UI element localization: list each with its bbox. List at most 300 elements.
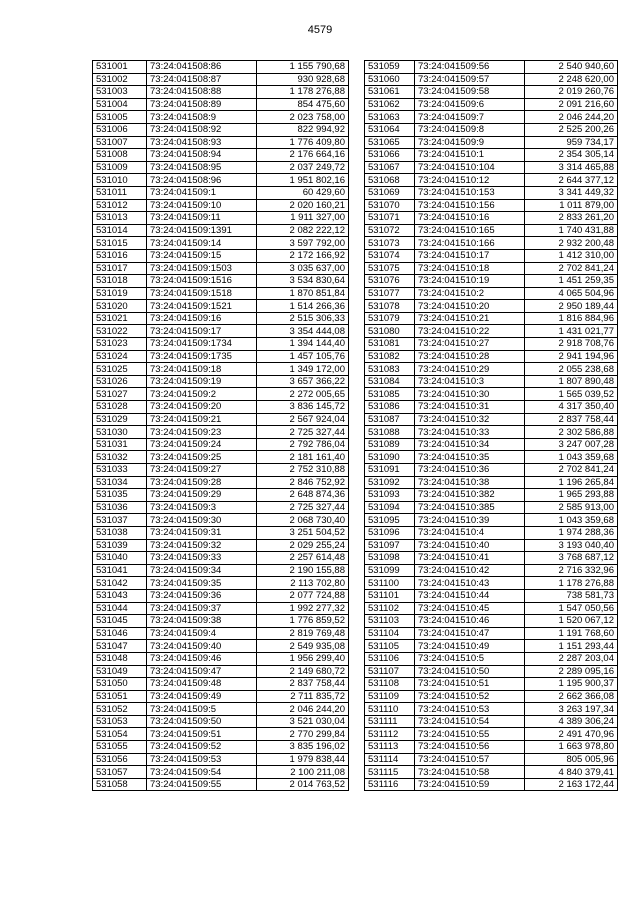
value-cell: 1 965 293,88 (525, 489, 618, 502)
cadastral-number-cell: 73:24:041510:20 (415, 300, 525, 313)
value-cell: 2 702 841,24 (525, 464, 618, 477)
value-cell: 2 046 244,20 (525, 111, 618, 124)
cadastral-number-cell: 73:24:041510:42 (415, 564, 525, 577)
value-cell: 2 272 005,65 (257, 388, 349, 401)
table-row (365, 476, 618, 489)
value-cell: 2 248 620,00 (525, 73, 618, 86)
cadastral-number-cell: 73:24:041509:5 (147, 703, 257, 716)
value-cell: 2 585 913,00 (525, 501, 618, 514)
table-row (93, 501, 349, 514)
cadastral-number-cell: 73:24:041510:40 (415, 539, 525, 552)
table-row (93, 589, 349, 602)
table-row (93, 199, 349, 212)
value-cell: 2 716 332,96 (525, 564, 618, 577)
value-cell: 854 475,60 (257, 98, 349, 111)
cadastral-number-cell: 73:24:041510:58 (415, 766, 525, 779)
table-row (365, 715, 618, 728)
value-cell: 1 956 299,40 (257, 652, 349, 665)
cadastral-number-cell: 73:24:041510:55 (415, 728, 525, 741)
value-cell: 2 181 161,40 (257, 451, 349, 464)
table-row (365, 287, 618, 300)
table-row (365, 363, 618, 376)
table-row (93, 363, 349, 376)
value-cell: 2 644 377,12 (525, 174, 618, 187)
value-cell: 2 846 752,92 (257, 476, 349, 489)
row-number-cell: 531030 (93, 426, 147, 439)
value-cell: 2 725 327,44 (257, 501, 349, 514)
cadastral-number-cell: 73:24:041509:23 (147, 426, 257, 439)
value-cell: 1 520 067,12 (525, 615, 618, 628)
row-number-cell: 531061 (365, 86, 415, 99)
value-cell: 3 534 830,64 (257, 275, 349, 288)
value-cell: 3 263 197,34 (525, 703, 618, 716)
row-number-cell: 531062 (365, 98, 415, 111)
value-cell: 3 597 792,00 (257, 237, 349, 250)
row-number-cell: 531087 (365, 413, 415, 426)
table-row (365, 678, 618, 691)
cadastral-number-cell: 73:24:041509:58 (415, 86, 525, 99)
cadastral-number-cell: 73:24:041510:31 (415, 401, 525, 414)
row-number-cell: 531010 (93, 174, 147, 187)
row-number-cell: 531073 (365, 237, 415, 250)
row-number-cell: 531067 (365, 161, 415, 174)
table-row (365, 577, 618, 590)
row-number-cell: 531081 (365, 338, 415, 351)
cadastral-number-cell: 73:24:041509:34 (147, 564, 257, 577)
table-row (365, 61, 618, 74)
table-row (93, 287, 349, 300)
row-number-cell: 531064 (365, 123, 415, 136)
table-row (93, 325, 349, 338)
table-row (93, 464, 349, 477)
value-cell: 2 837 758,44 (525, 413, 618, 426)
table-row (365, 526, 618, 539)
cadastral-number-cell: 73:24:041509:6 (415, 98, 525, 111)
cadastral-number-cell: 73:24:041510:104 (415, 161, 525, 174)
row-number-cell: 531016 (93, 249, 147, 262)
table-row (93, 224, 349, 237)
value-cell: 2 190 155,88 (257, 564, 349, 577)
value-cell: 2 100 211,08 (257, 766, 349, 779)
cadastral-number-cell: 73:24:041509:53 (147, 753, 257, 766)
table-row (365, 703, 618, 716)
cadastral-number-cell: 73:24:041509:1735 (147, 350, 257, 363)
table-row (93, 640, 349, 653)
table-row (93, 741, 349, 754)
table-row (365, 564, 618, 577)
value-cell: 2 515 306,33 (257, 312, 349, 325)
table-row (365, 237, 618, 250)
table-row (365, 73, 618, 86)
row-number-cell: 531004 (93, 98, 147, 111)
row-number-cell: 531069 (365, 186, 415, 199)
cadastral-number-cell: 73:24:041510:153 (415, 186, 525, 199)
value-cell: 2 091 216,60 (525, 98, 618, 111)
value-cell: 1 816 884,96 (525, 312, 618, 325)
value-cell: 1 412 310,00 (525, 249, 618, 262)
table-row (93, 149, 349, 162)
table-row (93, 577, 349, 590)
row-number-cell: 531024 (93, 350, 147, 363)
table-row (93, 375, 349, 388)
value-cell: 1 191 768,60 (525, 627, 618, 640)
cadastral-number-cell: 73:24:041509:24 (147, 438, 257, 451)
table-row (93, 136, 349, 149)
row-number-cell: 531019 (93, 287, 147, 300)
row-number-cell: 531092 (365, 476, 415, 489)
cadastral-number-cell: 73:24:041510:18 (415, 262, 525, 275)
row-number-cell: 531056 (93, 753, 147, 766)
cadastral-number-cell: 73:24:041509:21 (147, 413, 257, 426)
value-cell: 959 734,17 (525, 136, 618, 149)
cadastral-number-cell: 73:24:041510:16 (415, 212, 525, 225)
cadastral-number-cell: 73:24:041510:49 (415, 640, 525, 653)
table-row (365, 350, 618, 363)
table-row (93, 652, 349, 665)
cadastral-number-cell: 73:24:041509:11 (147, 212, 257, 225)
table-row (365, 589, 618, 602)
table-row (365, 149, 618, 162)
table-row (365, 136, 618, 149)
cadastral-number-cell: 73:24:041509:9 (415, 136, 525, 149)
row-number-cell: 531021 (93, 312, 147, 325)
row-number-cell: 531095 (365, 514, 415, 527)
cadastral-number-cell: 73:24:041509:40 (147, 640, 257, 653)
table-row (365, 728, 618, 741)
row-number-cell: 531098 (365, 552, 415, 565)
row-number-cell: 531015 (93, 237, 147, 250)
cadastral-number-cell: 73:24:041508:9 (147, 111, 257, 124)
table-row (93, 262, 349, 275)
value-cell: 1 043 359,68 (525, 514, 618, 527)
table-row (365, 413, 618, 426)
table-row (93, 300, 349, 313)
row-number-cell: 531002 (93, 73, 147, 86)
value-cell: 2 950 189,44 (525, 300, 618, 313)
row-number-cell: 531025 (93, 363, 147, 376)
value-cell: 60 429,60 (257, 186, 349, 199)
value-cell: 2 837 758,44 (257, 678, 349, 691)
left-table-body (93, 61, 349, 791)
table-row (365, 312, 618, 325)
cadastral-number-cell: 73:24:041509:1516 (147, 275, 257, 288)
value-cell: 822 994,92 (257, 123, 349, 136)
value-cell: 3 768 687,12 (525, 552, 618, 565)
cadastral-number-cell: 73:24:041510:56 (415, 741, 525, 754)
table-row (93, 778, 349, 791)
cadastral-number-cell: 73:24:041510:1 (415, 149, 525, 162)
row-number-cell: 531071 (365, 212, 415, 225)
cadastral-number-cell: 73:24:041510:32 (415, 413, 525, 426)
row-number-cell: 531080 (365, 325, 415, 338)
cadastral-number-cell: 73:24:041509:28 (147, 476, 257, 489)
cadastral-number-cell: 73:24:041510:19 (415, 275, 525, 288)
table-row (365, 665, 618, 678)
cadastral-number-cell: 73:24:041510:45 (415, 602, 525, 615)
row-number-cell: 531039 (93, 539, 147, 552)
row-number-cell: 531104 (365, 627, 415, 640)
cadastral-number-cell: 73:24:041510:27 (415, 338, 525, 351)
table-row (365, 262, 618, 275)
cadastral-number-cell: 73:24:041509:32 (147, 539, 257, 552)
value-cell: 930 928,68 (257, 73, 349, 86)
table-row (93, 552, 349, 565)
cadastral-number-cell: 73:24:041509:48 (147, 678, 257, 691)
row-number-cell: 531053 (93, 715, 147, 728)
cadastral-number-cell: 73:24:041510:156 (415, 199, 525, 212)
value-cell: 2 113 702,80 (257, 577, 349, 590)
cadastral-number-cell: 73:24:041510:2 (415, 287, 525, 300)
cadastral-number-cell: 73:24:041509:10 (147, 199, 257, 212)
row-number-cell: 531091 (365, 464, 415, 477)
value-cell: 4 317 350,40 (525, 401, 618, 414)
row-number-cell: 531078 (365, 300, 415, 313)
row-number-cell: 531006 (93, 123, 147, 136)
table-row (365, 552, 618, 565)
row-number-cell: 531054 (93, 728, 147, 741)
value-cell: 1 178 276,88 (257, 86, 349, 99)
row-number-cell: 531088 (365, 426, 415, 439)
row-number-cell: 531049 (93, 665, 147, 678)
cadastral-number-cell: 73:24:041510:33 (415, 426, 525, 439)
cadastral-number-cell: 73:24:041509:1734 (147, 338, 257, 351)
row-number-cell: 531058 (93, 778, 147, 791)
row-number-cell: 531040 (93, 552, 147, 565)
value-cell: 1 870 851,84 (257, 287, 349, 300)
row-number-cell: 531023 (93, 338, 147, 351)
cadastral-number-cell: 73:24:041510:46 (415, 615, 525, 628)
row-number-cell: 531101 (365, 589, 415, 602)
table-row (93, 690, 349, 703)
cadastral-number-cell: 73:24:041510:35 (415, 451, 525, 464)
table-row (365, 161, 618, 174)
row-number-cell: 531051 (93, 690, 147, 703)
value-cell: 2 491 470,96 (525, 728, 618, 741)
table-row (365, 212, 618, 225)
table-row (93, 161, 349, 174)
table-row (93, 426, 349, 439)
value-cell: 2 020 160,21 (257, 199, 349, 212)
table-row (365, 249, 618, 262)
value-cell: 1 178 276,88 (525, 577, 618, 590)
row-number-cell: 531113 (365, 741, 415, 754)
value-cell: 1 431 021,77 (525, 325, 618, 338)
value-cell: 2 172 166,92 (257, 249, 349, 262)
cadastral-number-cell: 73:24:041510:21 (415, 312, 525, 325)
value-cell: 1 992 277,32 (257, 602, 349, 615)
row-number-cell: 531099 (365, 564, 415, 577)
cadastral-number-cell: 73:24:041509:1 (147, 186, 257, 199)
value-cell: 2 023 758,00 (257, 111, 349, 124)
value-cell: 1 011 879,00 (525, 199, 618, 212)
cadastral-number-cell: 73:24:041509:52 (147, 741, 257, 754)
cadastral-number-cell: 73:24:041510:39 (415, 514, 525, 527)
table-row (365, 741, 618, 754)
cadastral-number-cell: 73:24:041509:35 (147, 577, 257, 590)
value-cell: 2 163 172,44 (525, 778, 618, 791)
value-cell: 4 840 379,41 (525, 766, 618, 779)
value-cell: 2 752 310,88 (257, 464, 349, 477)
table-row (93, 753, 349, 766)
table-row (93, 174, 349, 187)
value-cell: 2 068 730,40 (257, 514, 349, 527)
value-cell: 4 065 504,96 (525, 287, 618, 300)
value-cell: 2 549 935,08 (257, 640, 349, 653)
value-cell: 2 302 586,88 (525, 426, 618, 439)
cadastral-number-cell: 73:24:041510:57 (415, 753, 525, 766)
row-number-cell: 531068 (365, 174, 415, 187)
row-number-cell: 531044 (93, 602, 147, 615)
table-row (93, 451, 349, 464)
cadastral-number-cell: 73:24:041510:51 (415, 678, 525, 691)
cadastral-number-cell: 73:24:041508:92 (147, 123, 257, 136)
table-row (365, 325, 618, 338)
table-row (93, 728, 349, 741)
cadastral-number-cell: 73:24:041509:47 (147, 665, 257, 678)
value-cell: 2 941 194,96 (525, 350, 618, 363)
value-cell: 3 354 444,08 (257, 325, 349, 338)
cadastral-number-cell: 73:24:041509:15 (147, 249, 257, 262)
table-row (93, 514, 349, 527)
table-row (93, 111, 349, 124)
value-cell: 2 257 614,48 (257, 552, 349, 565)
row-number-cell: 531029 (93, 413, 147, 426)
value-cell: 2 525 200,26 (525, 123, 618, 136)
table-row (365, 338, 618, 351)
cadastral-number-cell: 73:24:041510:52 (415, 690, 525, 703)
value-cell: 3 657 366,22 (257, 375, 349, 388)
row-number-cell: 531003 (93, 86, 147, 99)
row-number-cell: 531022 (93, 325, 147, 338)
row-number-cell: 531103 (365, 615, 415, 628)
value-cell: 2 077 724,88 (257, 589, 349, 602)
cadastral-number-cell: 73:24:041508:87 (147, 73, 257, 86)
row-number-cell: 531047 (93, 640, 147, 653)
table-row (365, 224, 618, 237)
value-cell: 2 770 299,84 (257, 728, 349, 741)
table-row (365, 401, 618, 414)
row-number-cell: 531034 (93, 476, 147, 489)
value-cell: 1 151 293,44 (525, 640, 618, 653)
row-number-cell: 531005 (93, 111, 147, 124)
cadastral-number-cell: 73:24:041510:17 (415, 249, 525, 262)
value-cell: 3 835 196,02 (257, 741, 349, 754)
cadastral-number-cell: 73:24:041510:22 (415, 325, 525, 338)
row-number-cell: 531011 (93, 186, 147, 199)
cadastral-number-cell: 73:24:041509:37 (147, 602, 257, 615)
cadastral-number-cell: 73:24:041510:385 (415, 501, 525, 514)
value-cell: 3 314 465,88 (525, 161, 618, 174)
cadastral-number-cell: 73:24:041509:1391 (147, 224, 257, 237)
row-number-cell: 531043 (93, 589, 147, 602)
table-row (93, 350, 349, 363)
table-row (365, 652, 618, 665)
table-row (365, 489, 618, 502)
row-number-cell: 531020 (93, 300, 147, 313)
row-number-cell: 531093 (365, 489, 415, 502)
table-row (93, 388, 349, 401)
value-cell: 3 521 030,04 (257, 715, 349, 728)
table-row (365, 464, 618, 477)
row-number-cell: 531037 (93, 514, 147, 527)
table-row (93, 86, 349, 99)
value-cell: 805 005,96 (525, 753, 618, 766)
value-cell: 3 836 145,72 (257, 401, 349, 414)
row-number-cell: 531074 (365, 249, 415, 262)
row-number-cell: 531079 (365, 312, 415, 325)
cadastral-number-cell: 73:24:041508:86 (147, 61, 257, 74)
cadastral-number-cell: 73:24:041510:4 (415, 526, 525, 539)
row-number-cell: 531048 (93, 652, 147, 665)
table-row (365, 539, 618, 552)
cadastral-number-cell: 73:24:041508:93 (147, 136, 257, 149)
table-row (93, 489, 349, 502)
value-cell: 2 792 786,04 (257, 438, 349, 451)
table-row (93, 275, 349, 288)
row-number-cell: 531108 (365, 678, 415, 691)
row-number-cell: 531112 (365, 728, 415, 741)
table-row (93, 715, 349, 728)
table-row (365, 640, 618, 653)
value-cell: 2 014 763,52 (257, 778, 349, 791)
table-row (93, 526, 349, 539)
value-cell: 1 776 859,52 (257, 615, 349, 628)
row-number-cell: 531012 (93, 199, 147, 212)
page-number: 4579 (307, 24, 333, 36)
table-row (93, 338, 349, 351)
cadastral-number-cell: 73:24:041510:28 (415, 350, 525, 363)
value-cell: 1 514 266,36 (257, 300, 349, 313)
row-number-cell: 531076 (365, 275, 415, 288)
value-cell: 2 055 238,68 (525, 363, 618, 376)
row-number-cell: 531027 (93, 388, 147, 401)
row-number-cell: 531097 (365, 539, 415, 552)
cadastral-number-cell: 73:24:041510:3 (415, 375, 525, 388)
row-number-cell: 531035 (93, 489, 147, 502)
cadastral-number-cell: 73:24:041510:30 (415, 388, 525, 401)
cadastral-number-cell: 73:24:041510:5 (415, 652, 525, 665)
value-cell: 1 547 050,56 (525, 602, 618, 615)
row-number-cell: 531007 (93, 136, 147, 149)
value-cell: 1 196 265,84 (525, 476, 618, 489)
cadastral-number-cell: 73:24:041509:19 (147, 375, 257, 388)
value-cell: 1 565 039,52 (525, 388, 618, 401)
value-cell: 2 932 200,48 (525, 237, 618, 250)
table-row (93, 73, 349, 86)
row-number-cell: 531100 (365, 577, 415, 590)
value-cell: 2 662 366,08 (525, 690, 618, 703)
value-cell: 2 287 203,04 (525, 652, 618, 665)
right-table (364, 60, 618, 791)
table-row (365, 375, 618, 388)
cadastral-number-cell: 73:24:041510:29 (415, 363, 525, 376)
table-row (365, 111, 618, 124)
table-row (365, 501, 618, 514)
cadastral-number-cell: 73:24:041509:25 (147, 451, 257, 464)
table-row (365, 766, 618, 779)
cadastral-number-cell: 73:24:041509:1518 (147, 287, 257, 300)
value-cell: 2 029 255,24 (257, 539, 349, 552)
table-row (93, 98, 349, 111)
cadastral-number-cell: 73:24:041509:4 (147, 627, 257, 640)
row-number-cell: 531026 (93, 375, 147, 388)
table-row (93, 237, 349, 250)
cadastral-number-cell: 73:24:041509:33 (147, 552, 257, 565)
cadastral-number-cell: 73:24:041508:95 (147, 161, 257, 174)
value-cell: 2 082 222,12 (257, 224, 349, 237)
value-cell: 2 289 095,16 (525, 665, 618, 678)
row-number-cell: 531086 (365, 401, 415, 414)
